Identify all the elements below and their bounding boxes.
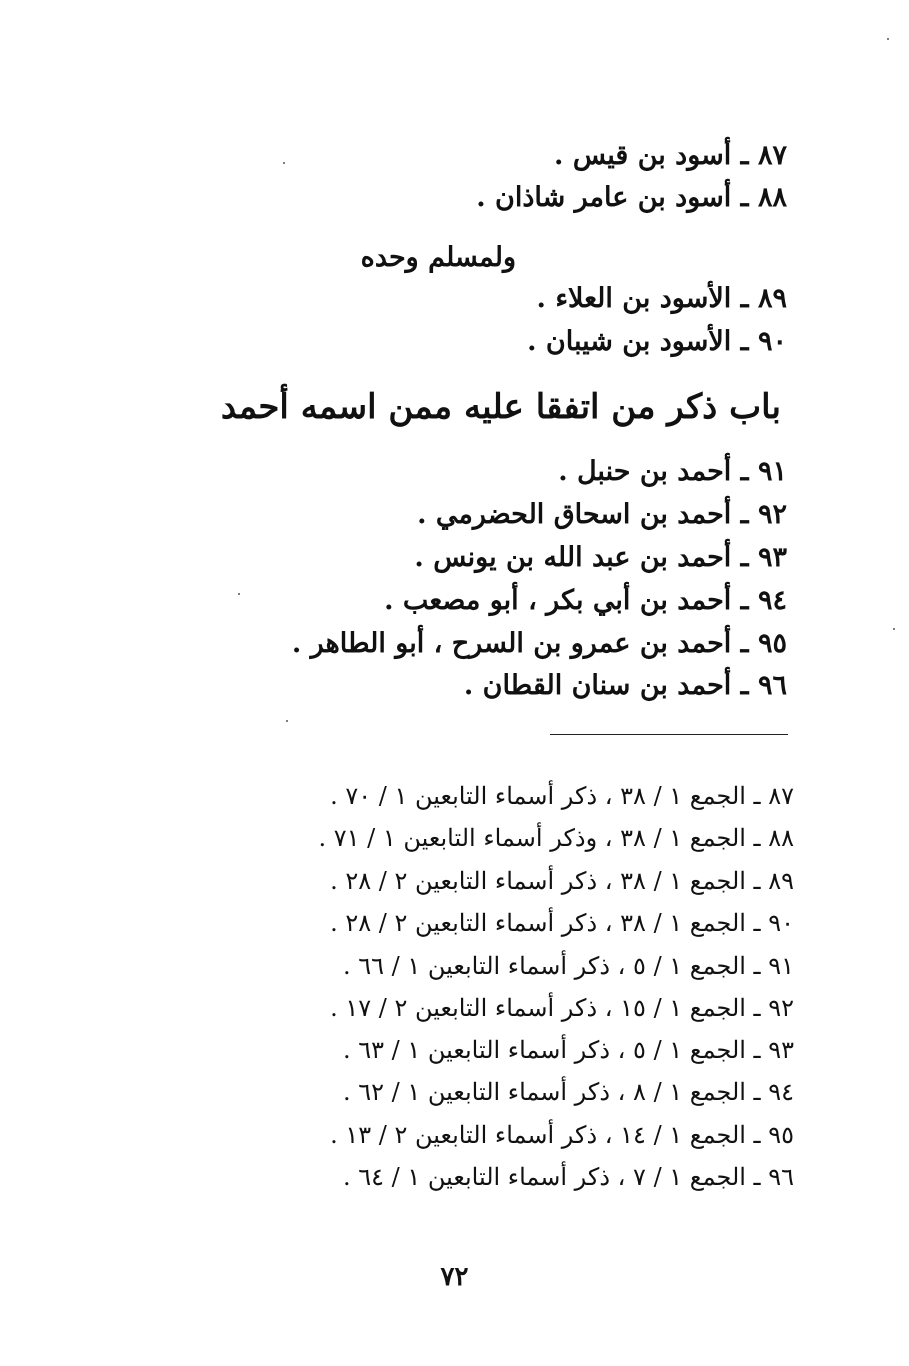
footnote-96: ٩٦ ـ الجمع ١ / ٧ ، ذكر أسماء التابعين ١ / ٦٤ . — [342, 1163, 794, 1191]
scan-speck — [887, 38, 889, 40]
footnote-94: ٩٤ ـ الجمع ١ / ٨ ، ذكر أسماء التابعين ١ / ٦٢ . — [342, 1078, 794, 1106]
footnote-92: ٩٢ ـ الجمع ١ / ١٥ ، ذكر أسماء التابعين ٢ / ١٧ . — [330, 994, 794, 1022]
entry-93: ٩٣ ـ أحمد بن عبد الله بن يونس . — [414, 542, 787, 573]
footnote-93: ٩٣ ـ الجمع ١ / ٥ ، ذكر أسماء التابعين ١ / ٦٣ . — [342, 1036, 794, 1064]
scan-speck — [893, 628, 895, 630]
footnote-88: ٨٨ ـ الجمع ١ / ٣٨ ، وذكر أسماء التابعين ١ / ٧١ . — [318, 824, 794, 852]
entry-89: ٨٩ ـ الأسود بن العلاء . — [536, 283, 787, 314]
entry-94: ٩٤ ـ أحمد بن أبي بكر ، أبو مصعب . — [384, 585, 787, 616]
scan-speck — [286, 720, 288, 722]
entry-96: ٩٦ ـ أحمد بن سنان القطان . — [463, 670, 787, 701]
subheading-muslim-alone: ولمسلم وحده — [360, 242, 516, 273]
chapter-title: باب ذكر من اتفقا عليه ممن اسمه أحمد — [220, 387, 781, 427]
footnote-95: ٩٥ ـ الجمع ١ / ١٤ ، ذكر أسماء التابعين ٢ / ١٣ . — [330, 1121, 794, 1149]
entry-90: ٩٠ ـ الأسود بن شيبان . — [527, 326, 787, 357]
entry-91: ٩١ ـ أحمد بن حنبل . — [558, 456, 787, 487]
entry-95: ٩٥ ـ أحمد بن عمرو بن السرح ، أبو الطاهر . — [291, 628, 787, 659]
page-number: ٧٢ — [440, 1262, 469, 1292]
footnote-87: ٨٧ ـ الجمع ١ / ٣٨ ، ذكر أسماء التابعين ١ / ٧٠ . — [330, 782, 794, 810]
footnote-91: ٩١ ـ الجمع ١ / ٥ ، ذكر أسماء التابعين ١ / ٦٦ . — [342, 952, 794, 980]
scan-speck — [238, 593, 240, 595]
entry-92: ٩٢ ـ أحمد بن اسحاق الحضرمي . — [417, 499, 787, 530]
footnote-separator — [550, 734, 788, 735]
entry-88: ٨٨ ـ أسود بن عامر شاذان . — [476, 182, 787, 213]
footnote-89: ٨٩ ـ الجمع ١ / ٣٨ ، ذكر أسماء التابعين ٢ / ٢٨ . — [330, 867, 794, 895]
entry-87: ٨٧ ـ أسود بن قيس . — [554, 140, 787, 171]
scan-speck — [283, 162, 285, 164]
footnote-90: ٩٠ ـ الجمع ١ / ٣٨ ، ذكر أسماء التابعين ٢ / ٢٨ . — [330, 909, 794, 937]
